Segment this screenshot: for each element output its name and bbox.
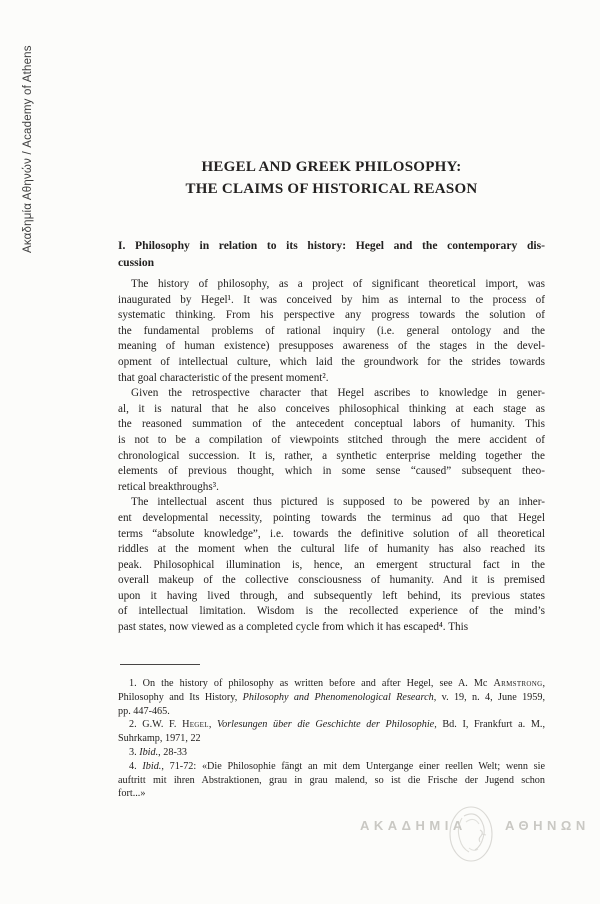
body-line: the reasoned summation of the antecedent conceptual labors of humanity. This <box>118 418 545 431</box>
footnote-item <box>118 718 545 746</box>
body-line: The intellectual ascent thus pictured is supposed to be powered by an inher- <box>131 496 545 509</box>
footnote-text-segment: Philosophy and Its History, <box>118 691 243 703</box>
body-line: upon it having lived through, and subsequently left behind, its previous states <box>118 589 545 602</box>
footnote-smallcaps-segment: Armstrong <box>493 678 543 689</box>
footnote-line <box>118 705 545 719</box>
footnote-italic-segment: Philosophy and Phenomenological Research <box>242 691 434 703</box>
article-title <box>118 156 545 200</box>
footnote-text-segment: , <box>208 719 218 731</box>
section-heading-line: cussion <box>118 256 155 269</box>
footnote-line <box>118 718 545 732</box>
body-line: ent developmental necessity, pointing towards the terminus ad quo that Hegel <box>118 511 545 524</box>
paragraph <box>118 277 545 386</box>
footnote-line <box>118 746 545 760</box>
body-line: of intellectual limitation. Wisdom is the recollected experience of the mind’s <box>118 605 545 618</box>
footnote-italic-segment: Ibid. <box>139 746 159 758</box>
footnote-text-segment: 3. <box>129 746 140 758</box>
footnote-text-segment: , <box>542 678 545 689</box>
body-line: is not to be a compilation of viewpoints stitched through the mere accident of <box>118 433 545 446</box>
body-line: Given the retrospective character that Hegel ascribes to knowledge in gener- <box>131 387 545 400</box>
body-line: retical breakthroughs³. <box>118 480 219 493</box>
footnote-text-segment: auftritt mit ihren Abstraktionen, grau in grau malend, so ist die Frische der Jugend schon <box>118 774 545 786</box>
body-line: meaning of human existence) presupposes awareness of the stages in the devel- <box>118 340 545 353</box>
body-line: overall makeup of the collective consciousness of humanity. And it is premised <box>118 574 545 587</box>
footnote-line <box>118 787 545 801</box>
athena-head-emblem-icon <box>442 804 500 871</box>
body-line: opment of intellectual culture, which laid the groundwork for the strides towards <box>118 355 545 368</box>
footnote-line <box>118 760 545 774</box>
body-line: riddles at the moment when the cultural life of humanity has also reached its <box>118 543 545 556</box>
body-line: inaugurated by Hegel¹. It was conceived by him as internal to the process of <box>118 293 545 306</box>
footnote-item <box>118 677 545 718</box>
body-line: systematic thinking. From his perspective any progress towards the solution of <box>118 309 545 322</box>
footnote-separator-rule <box>120 664 200 665</box>
body-line: al, it is natural that he also conceives philosophical thinking at each stage as <box>118 402 545 415</box>
footnote-line <box>118 691 545 705</box>
footnote-text-segment: 2. G.W. F. <box>129 719 183 731</box>
footnote-text-segment: 1. On the history of philosophy as written before and after Hegel, see A. Mc <box>129 678 494 689</box>
paragraph <box>118 495 545 635</box>
footnotes <box>118 677 545 801</box>
footnote-text-segment: , Bd. I, Frankfurt a. M., <box>434 719 545 731</box>
footnote-line <box>118 732 545 746</box>
section-heading <box>118 237 545 271</box>
footnote-text-segment: , 28-33 <box>158 746 188 758</box>
footnote-italic-segment: Ibid. <box>142 760 162 772</box>
footnote-text-segment: , v. 19, n. 4, June 1959, <box>433 691 545 703</box>
body-line: elements of previous thought, which in some sense “caused” subsequent theo- <box>118 465 545 478</box>
stamp-word-athinon: ΑΘΗΝΩΝ <box>505 818 590 833</box>
footnote-text-segment: Suhrkamp, 1971, 22 <box>118 733 201 745</box>
body-line: peak. Philosophical illumination is, hence, an emergent structural fact in the <box>118 558 545 571</box>
body-line: chronological succession. It is, rather, a synthetic enterprise melding together the <box>118 449 545 462</box>
footnote-item <box>118 760 545 801</box>
footnote-line <box>118 677 545 691</box>
body-paragraphs <box>118 277 545 636</box>
body-line: past states, now viewed as a completed cycle from which it has escaped⁴. This <box>118 621 469 634</box>
paragraph <box>118 386 545 495</box>
footnote-text-segment: , 71-72: «Die Philosophie fängt an mit dem Untergange einer reellen Welt; wenn sie <box>161 760 545 772</box>
title-line: THE CLAIMS OF HISTORICAL REASON <box>185 181 478 197</box>
stamp-word-akadimia: ΑΚΑΔΗΜΙΑ <box>360 818 467 833</box>
footnote-text-segment: 4. <box>129 760 143 772</box>
academy-of-athens-vertical-label: Ακαδημία Αθηνών / Academy of Athens <box>22 45 34 253</box>
body-line: the fundamental problems of rational inquiry (i.e. general ontology and the <box>118 324 545 337</box>
footnote-smallcaps-segment: Hegel <box>182 719 209 731</box>
footnote-text-segment: pp. 447-465. <box>118 705 170 717</box>
footnote-italic-segment: Vorlesungen über die Geschichte der Philosophie <box>217 719 435 731</box>
title-line: HEGEL AND GREEK PHILOSOPHY: <box>201 159 462 175</box>
footnote-item <box>118 746 545 760</box>
footnote-text-segment: fort...» <box>118 788 146 800</box>
section-heading-line: I. Philosophy in relation to its history: Hegel and the contemporary dis- <box>118 239 545 252</box>
footnote-line <box>118 774 545 788</box>
body-line: that goal characteristic of the present moment². <box>118 371 329 384</box>
body-line: terms “absolute knowledge”, i.e. towards the definitive solution of all theoretical <box>118 527 545 540</box>
body-line: The history of philosophy, as a project of significant theoretical import, was <box>131 278 545 290</box>
